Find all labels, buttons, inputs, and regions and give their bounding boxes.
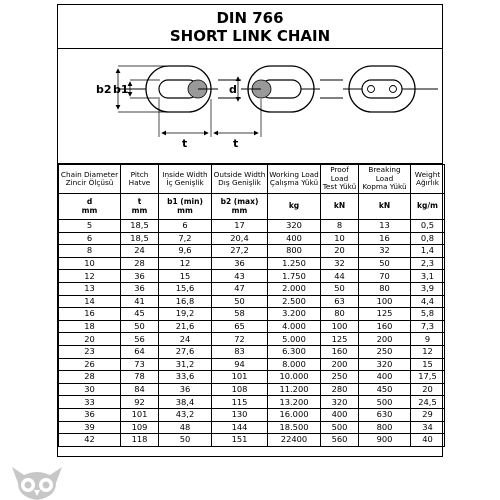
- column-header-tr: Kopma Yükü: [362, 182, 407, 192]
- title-block: [58, 5, 442, 49]
- table-cell: 108: [212, 383, 268, 396]
- t-label-2: t: [233, 137, 239, 150]
- table-cell: 64: [121, 345, 159, 358]
- table-cell: 400: [321, 408, 359, 421]
- column-header-en: Proof Load: [330, 165, 349, 183]
- table-cell: 2.500: [268, 295, 321, 308]
- table-cell: 12: [59, 270, 121, 283]
- chain-type-title: SHORT LINK CHAIN: [169, 26, 331, 45]
- column-header-tr: Dış Genişlik: [218, 178, 261, 187]
- unit-cell: [159, 194, 212, 220]
- table-row: [59, 308, 445, 321]
- table-cell: 24,5: [411, 396, 445, 409]
- table-cell: 18,5: [121, 220, 159, 233]
- table-cell: 33: [59, 396, 121, 409]
- unit-cell: [121, 194, 159, 220]
- table-cell: 200: [359, 333, 411, 346]
- table-cell: 84: [121, 383, 159, 396]
- column-header: [411, 165, 445, 194]
- table-row: [59, 220, 445, 233]
- table-cell: 50: [159, 434, 212, 447]
- table-cell: 83: [212, 345, 268, 358]
- table-cell: 450: [359, 383, 411, 396]
- table-cell: 58: [212, 308, 268, 321]
- table-cell: 7,2: [159, 232, 212, 245]
- unit-value: mm: [177, 205, 193, 215]
- table-cell: 560: [321, 434, 359, 447]
- unit-cell: [359, 194, 411, 220]
- table-cell: 101: [212, 371, 268, 384]
- table-row: [59, 282, 445, 295]
- column-header-tr: İç Genişlik: [166, 178, 204, 187]
- table-cell: 43: [212, 270, 268, 283]
- table-cell: 32: [321, 257, 359, 270]
- unit-symbol: t: [137, 197, 142, 206]
- table-cell: 1.750: [268, 270, 321, 283]
- table-cell: 73: [121, 358, 159, 371]
- unit-symbol: kg: [288, 201, 300, 211]
- table-cell: 7,3: [411, 320, 445, 333]
- column-header-en: Outside Width: [213, 169, 266, 179]
- table-cell: 11.200: [268, 383, 321, 396]
- owl-logo: [10, 463, 64, 500]
- chain-spec-table: [58, 164, 445, 447]
- table-cell: 160: [359, 320, 411, 333]
- table-row: [59, 421, 445, 434]
- table-cell: 24: [159, 333, 212, 346]
- column-header-en: Pitch: [130, 169, 149, 179]
- table-cell: 80: [321, 308, 359, 321]
- column-header-en: Weight: [414, 169, 441, 179]
- table-cell: 63: [321, 295, 359, 308]
- table-row: [59, 371, 445, 384]
- column-header-en: Chain Diameter: [60, 169, 119, 179]
- column-header: [121, 165, 159, 194]
- table-cell: 56: [121, 333, 159, 346]
- spec-sheet: [57, 4, 443, 457]
- table-cell: 27,2: [212, 245, 268, 258]
- table-row: [59, 270, 445, 283]
- column-header: [59, 165, 121, 194]
- table-cell: 125: [359, 308, 411, 321]
- table-cell: 118: [121, 434, 159, 447]
- table-cell: 9: [411, 333, 445, 346]
- table-cell: 15: [159, 270, 212, 283]
- table-row: [59, 333, 445, 346]
- table-cell: 78: [121, 371, 159, 384]
- unit-symbol: d: [86, 197, 93, 206]
- table-cell: 17: [212, 220, 268, 233]
- table-cell: 48: [159, 421, 212, 434]
- table-cell: 109: [121, 421, 159, 434]
- t-label-1: t: [182, 137, 188, 150]
- table-cell: 38,4: [159, 396, 212, 409]
- table-cell: 2,3: [411, 257, 445, 270]
- column-header-en: Working Load: [269, 169, 319, 179]
- column-header: [212, 165, 268, 194]
- unit-symbol: b2 (max): [220, 197, 259, 206]
- b2-label: b2: [96, 83, 112, 96]
- table-cell: 16: [59, 308, 121, 321]
- table-cell: 320: [359, 358, 411, 371]
- chain-drawing: [58, 49, 441, 164]
- table-cell: 18,5: [121, 232, 159, 245]
- table-cell: 36: [159, 383, 212, 396]
- table-row: [59, 396, 445, 409]
- column-header-tr: Çalışma Yükü: [269, 178, 319, 187]
- table-cell: 3,9: [411, 282, 445, 295]
- table-cell: 16: [359, 232, 411, 245]
- table-cell: 43,2: [159, 408, 212, 421]
- unit-cell: [59, 194, 121, 220]
- column-header-tr: Hatve: [128, 178, 151, 187]
- table-cell: 8.000: [268, 358, 321, 371]
- table-cell: 10: [59, 257, 121, 270]
- table-cell: 10: [321, 232, 359, 245]
- d-label: d: [229, 83, 237, 96]
- table-cell: 19,2: [159, 308, 212, 321]
- unit-cell: [321, 194, 359, 220]
- table-cell: 14: [59, 295, 121, 308]
- table-cell: 92: [121, 396, 159, 409]
- table-cell: 160: [321, 345, 359, 358]
- table-cell: 1.250: [268, 257, 321, 270]
- table-cell: 39: [59, 421, 121, 434]
- table-cell: 2.000: [268, 282, 321, 295]
- table-cell: 320: [268, 220, 321, 233]
- table-cell: 30: [59, 383, 121, 396]
- column-header-tr: Test Yükü: [322, 182, 357, 192]
- table-cell: 125: [321, 333, 359, 346]
- table-row: [59, 295, 445, 308]
- table-cell: 800: [359, 421, 411, 434]
- standard-title: DIN 766: [216, 8, 284, 27]
- table-cell: 29: [411, 408, 445, 421]
- table-cell: 47: [212, 282, 268, 295]
- table-cell: 18: [59, 320, 121, 333]
- table-cell: 5,8: [411, 308, 445, 321]
- table-header-row: [59, 165, 445, 194]
- column-header: [268, 165, 321, 194]
- table-cell: 6.300: [268, 345, 321, 358]
- table-cell: 100: [321, 320, 359, 333]
- table-cell: 200: [321, 358, 359, 371]
- table-cell: 400: [359, 371, 411, 384]
- table-cell: 21,6: [159, 320, 212, 333]
- table-cell: 130: [212, 408, 268, 421]
- table-cell: 22400: [268, 434, 321, 447]
- table-cell: 100: [359, 295, 411, 308]
- table-cell: 151: [212, 434, 268, 447]
- table-cell: 15,6: [159, 282, 212, 295]
- table-cell: 36: [121, 282, 159, 295]
- table-cell: 144: [212, 421, 268, 434]
- table-cell: 12: [411, 345, 445, 358]
- b1-label: b1: [113, 83, 129, 96]
- table-cell: 10.000: [268, 371, 321, 384]
- table-cell: 4,4: [411, 295, 445, 308]
- table-cell: 250: [321, 371, 359, 384]
- table-cell: 45: [121, 308, 159, 321]
- table-row: [59, 383, 445, 396]
- table-cell: 5: [59, 220, 121, 233]
- table-cell: 500: [321, 421, 359, 434]
- table-row: [59, 434, 445, 447]
- column-header-en: Inside Width: [162, 169, 208, 179]
- table-cell: 900: [359, 434, 411, 447]
- table-cell: 17,5: [411, 371, 445, 384]
- table-cell: 115: [212, 396, 268, 409]
- column-header: [359, 165, 411, 194]
- table-cell: 630: [359, 408, 411, 421]
- table-cell: 20: [59, 333, 121, 346]
- table-cell: 13: [359, 220, 411, 233]
- table-cell: 44: [321, 270, 359, 283]
- table-cell: 72: [212, 333, 268, 346]
- column-header-tr: Zincir Ölçüsü: [65, 178, 114, 187]
- table-row: [59, 358, 445, 371]
- column-header-tr: Ağırlık: [416, 178, 439, 187]
- table-cell: 50: [121, 320, 159, 333]
- table-cell: 15: [411, 358, 445, 371]
- table-cell: 6: [159, 220, 212, 233]
- table-cell: 0,5: [411, 220, 445, 233]
- table-cell: 3,1: [411, 270, 445, 283]
- table-cell: 8: [321, 220, 359, 233]
- table-cell: 32: [359, 245, 411, 258]
- table-cell: 400: [268, 232, 321, 245]
- table-cell: 23: [59, 345, 121, 358]
- table-cell: 5.000: [268, 333, 321, 346]
- unit-symbol: kN: [333, 201, 346, 211]
- table-cell: 42: [59, 434, 121, 447]
- table-cell: 16.000: [268, 408, 321, 421]
- table-cell: 65: [212, 320, 268, 333]
- table-cell: 28: [121, 257, 159, 270]
- table-cell: 9,6: [159, 245, 212, 258]
- table-cell: 500: [359, 396, 411, 409]
- table-cell: 8: [59, 245, 121, 258]
- table-cell: 0,8: [411, 232, 445, 245]
- table-cell: 101: [121, 408, 159, 421]
- table-row: [59, 408, 445, 421]
- table-cell: 800: [268, 245, 321, 258]
- table-cell: 40: [411, 434, 445, 447]
- table-cell: 6: [59, 232, 121, 245]
- table-cell: 50: [321, 282, 359, 295]
- table-cell: 50: [359, 257, 411, 270]
- table-cell: 33,6: [159, 371, 212, 384]
- table-cell: 20,4: [212, 232, 268, 245]
- table-cell: 36: [212, 257, 268, 270]
- column-header-en: Breaking Load: [368, 165, 401, 183]
- unit-value: mm: [81, 205, 98, 215]
- table-cell: 3.200: [268, 308, 321, 321]
- table-cell: 13: [59, 282, 121, 295]
- unit-cell: [212, 194, 268, 220]
- table-cell: 34: [411, 421, 445, 434]
- table-cell: 36: [59, 408, 121, 421]
- table-cell: 31,2: [159, 358, 212, 371]
- table-cell: 16,8: [159, 295, 212, 308]
- table-cell: 26: [59, 358, 121, 371]
- table-cell: 4.000: [268, 320, 321, 333]
- unit-value: mm: [231, 205, 248, 215]
- table-cell: 280: [321, 383, 359, 396]
- unit-cell: [411, 194, 445, 220]
- table-row: [59, 245, 445, 258]
- unit-cell: [268, 194, 321, 220]
- table-row: [59, 232, 445, 245]
- table-body: [59, 220, 445, 447]
- table-cell: 320: [321, 396, 359, 409]
- table-cell: 20: [321, 245, 359, 258]
- table-cell: 50: [212, 295, 268, 308]
- table-cell: 18.500: [268, 421, 321, 434]
- chain-diagram: [58, 49, 442, 164]
- unit-symbol: kg/m: [417, 201, 438, 211]
- unit-symbol: kN: [378, 201, 391, 211]
- table-row: [59, 345, 445, 358]
- table-cell: 20: [411, 383, 445, 396]
- table-cell: 70: [359, 270, 411, 283]
- table-row: [59, 320, 445, 333]
- table-cell: 13.200: [268, 396, 321, 409]
- table-cell: 1,4: [411, 245, 445, 258]
- column-header: [159, 165, 212, 194]
- unit-symbol: b1 (min): [167, 197, 203, 206]
- table-cell: 80: [359, 282, 411, 295]
- table-cell: 28: [59, 371, 121, 384]
- table-unit-row: [59, 194, 445, 220]
- unit-value: mm: [131, 205, 148, 215]
- table-cell: 250: [359, 345, 411, 358]
- table-cell: 41: [121, 295, 159, 308]
- column-header: [321, 165, 359, 194]
- table-cell: 24: [121, 245, 159, 258]
- table-row: [59, 257, 445, 270]
- table-cell: 27,6: [159, 345, 212, 358]
- table-cell: 36: [121, 270, 159, 283]
- table-cell: 94: [212, 358, 268, 371]
- table-cell: 12: [159, 257, 212, 270]
